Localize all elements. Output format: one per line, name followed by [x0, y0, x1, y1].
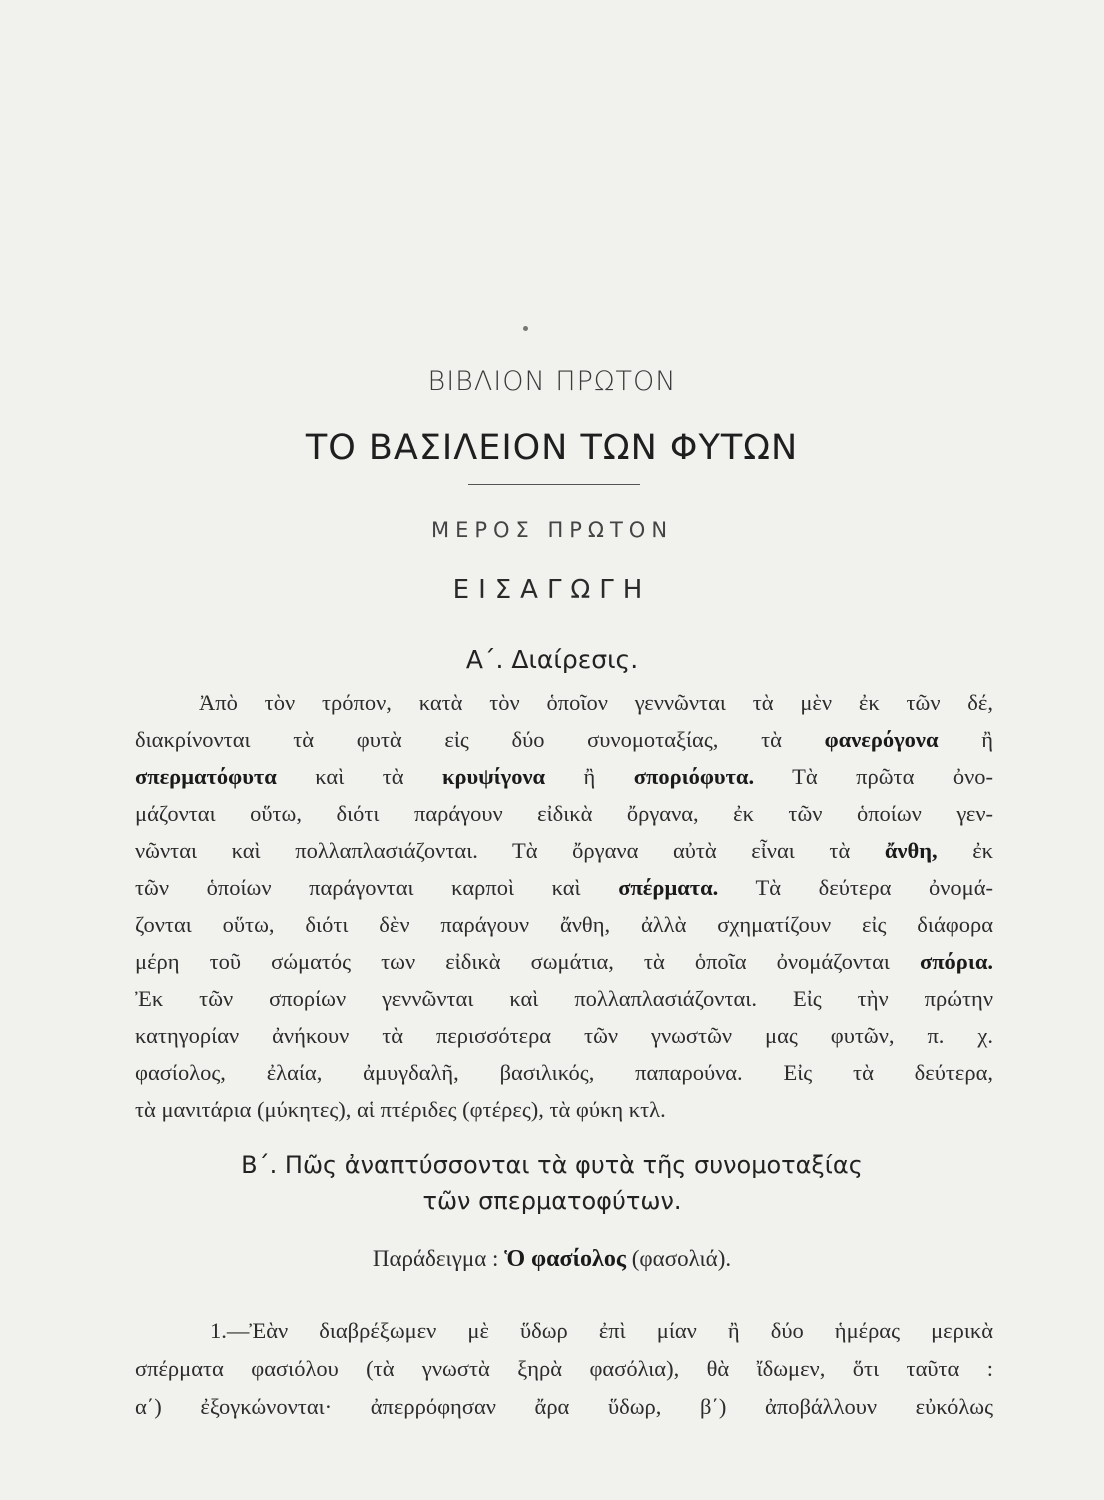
text-run: ἐκ: [937, 838, 993, 863]
term-phanerogona: φανερόγονα: [824, 727, 939, 752]
intro-heading: ΕΙΣΑΓΩΓΗ: [452, 575, 652, 605]
example-name: Ὁ φασίολος: [504, 1246, 626, 1272]
term-kryptogona: κρυψίγονα: [442, 764, 546, 789]
text-run: α΄) ἐξογκώνονται· ἀπερρόφησαν ἄρα ὕδωρ, β΄) ἀποβάλλουν εὐκόλως: [135, 1394, 993, 1419]
section-b-heading: [0, 1147, 1104, 1219]
paragraph-line: [135, 1017, 993, 1054]
paragraph-line: [135, 943, 993, 980]
title-divider: [468, 484, 640, 485]
paragraph-divisions: [135, 684, 993, 1128]
paragraph-line: [135, 869, 993, 906]
text-run: ἢ: [938, 727, 993, 752]
book-label: ΒΙΒΛΙΟΝ ΠΡΩΤΟΝ: [427, 366, 677, 397]
paragraph-line: [135, 684, 993, 721]
text-run: διακρίνονται τὰ φυτὰ εἰς δύο συνομοταξίας, τὰ: [135, 727, 782, 752]
text-run: Ἀπὸ τὸν τρόπον, κατὰ τὸν ὁποῖον γεννῶνται τὰ μὲν ἐκ τῶν δέ,: [199, 690, 993, 715]
text-run: Ἐκ τῶν σπορίων γεννῶνται καὶ πολλαπλασιάζονται. Εἰς τὴν πρώτην: [135, 986, 993, 1011]
section-b-heading-line: Β΄. Πῶς ἀναπτύσσονται τὰ φυτὰ τῆς συνομοταξίας: [241, 1151, 863, 1179]
text-run: Τὰ πρῶτα ὀνο-: [754, 764, 993, 789]
paragraph-bean-experiment: [135, 1312, 993, 1426]
main-title: ΤΟ ΒΑΣΙΛΕΙΟΝ ΤΩΝ ΦΥΤΩΝ: [305, 428, 799, 468]
paragraph-line: [135, 832, 993, 869]
text-run: τῶν ὁποίων παράγονται καρποὶ καὶ: [135, 875, 619, 900]
text-run: ἢ: [545, 764, 634, 789]
term-spermatophyta: σπερματόφυτα: [135, 764, 277, 789]
paragraph-line: [135, 1091, 993, 1128]
text-run: κατηγορίαν ἀνήκουν τὰ περισσότερα τῶν γνωστῶν μας φυτῶν, π. χ.: [135, 1023, 993, 1048]
text-run: Τὰ δεύτερα ὀνομά-: [718, 875, 993, 900]
text-run: 1.—Ἐὰν διαβρέξωμεν μὲ ὕδωρ ἐπὶ μίαν ἢ δύο ἡμέρας μερικὰ: [210, 1318, 993, 1343]
ink-dot: [523, 326, 528, 331]
example-label: Παράδειγμα :: [372, 1246, 499, 1271]
paragraph-line: [135, 1388, 993, 1426]
part-label: ΜΕΡΟΣ ΠΡΩΤΟΝ: [430, 518, 674, 542]
paragraph-line: [135, 1312, 993, 1350]
example-line: [0, 1246, 1104, 1273]
text-run: μέρη τοῦ σώματός των εἰδικὰ σωμάτια, τὰ ὁποῖα ὀνομάζονται: [135, 949, 920, 974]
term-sporia: σπόρια.: [919, 949, 993, 974]
text-run: φασίολος, ἐλαία, ἀμυγδαλῆ, βασιλικός, παπαρούνα. Εἰς τὰ δεύτερα,: [135, 1060, 993, 1085]
text-run: ζονται οὕτω, διότι δὲν παράγουν ἄνθη, ἀλλὰ σχηματίζουν εἰς διάφορα: [135, 912, 993, 937]
term-sporiophyta: σποριόφυτα.: [633, 764, 755, 789]
paragraph-line: [135, 1054, 993, 1091]
paragraph-line: [135, 758, 993, 795]
paragraph-line: [135, 795, 993, 832]
paragraph-line: [135, 906, 993, 943]
text-run: νῶνται καὶ πολλαπλασιάζονται. Τὰ ὄργανα αὐτὰ εἶναι τὰ: [135, 838, 885, 863]
text-run: μάζονται οὕτω, διότι παράγουν εἰδικὰ ὄργανα, ἐκ τῶν ὁποίων γεν-: [135, 801, 993, 826]
text-run: τὰ μανιτάρια (μύκητες), αἱ πτέριδες (φτέρες), τὰ φύκη κτλ.: [135, 1097, 666, 1122]
paragraph-line: [135, 721, 993, 758]
paragraph-line: [135, 980, 993, 1017]
text-run: καὶ τὰ: [276, 764, 442, 789]
section-b-heading-line: τῶν σπερματοφύτων.: [422, 1187, 682, 1215]
term-spermata: σπέρματα.: [618, 875, 719, 900]
paragraph-line: [135, 1350, 993, 1388]
example-common-name: (φασολιά).: [631, 1246, 732, 1271]
term-anthe: ἄνθη,: [884, 838, 938, 863]
text-run: σπέρματα φασιόλου (τὰ γνωστὰ ξηρὰ φασόλια), θὰ ἴδωμεν, ὅτι ταῦτα :: [135, 1356, 993, 1381]
section-a-heading: Α΄. Διαίρεσις.: [465, 645, 639, 674]
